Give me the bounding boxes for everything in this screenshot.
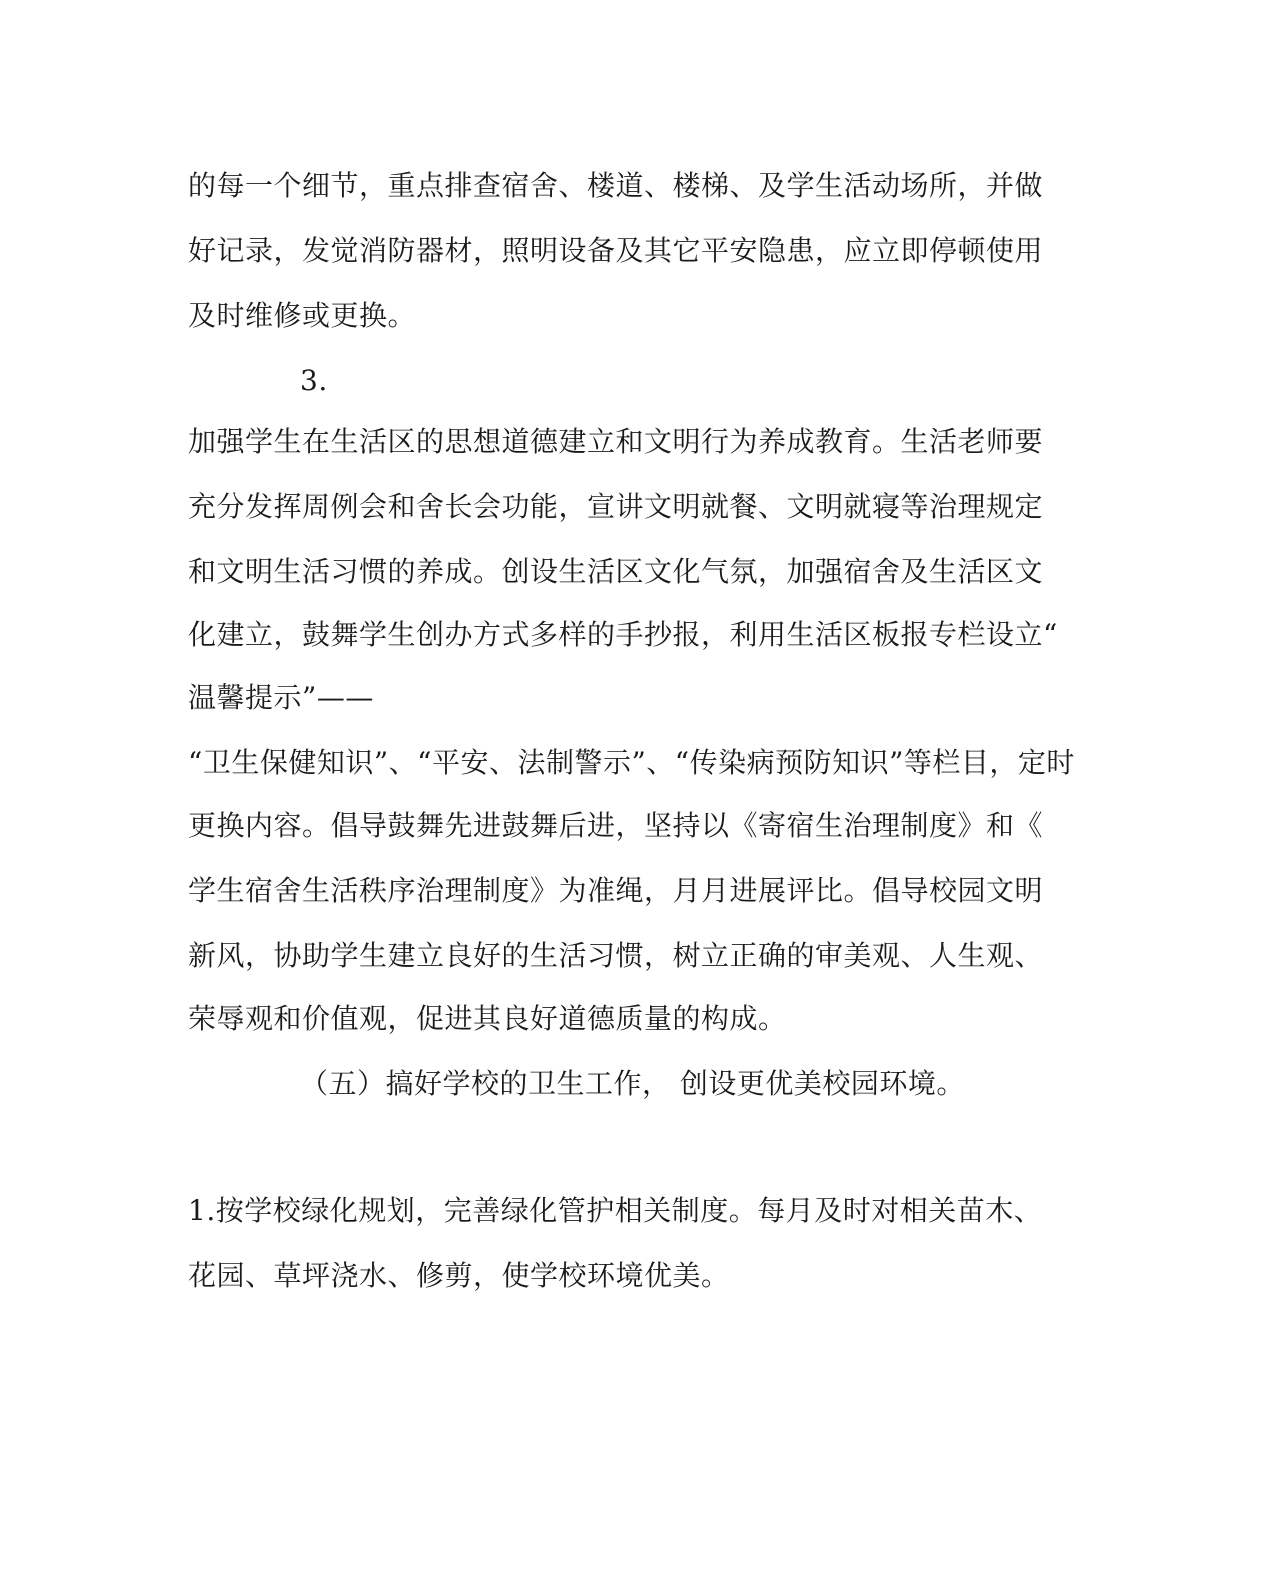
section-heading: （五）搞好学校的卫生工作， 创设更优美校园环境。	[300, 1067, 965, 1100]
paragraph-line: 好记录，发觉消防器材，照明设备及其它平安隐患，应立即停顿使用	[188, 234, 1044, 267]
paragraph-line: 和文明生活习惯的养成。创设生活区文化气氛，加强宿舍及生活区文	[188, 555, 1044, 588]
list-number: 3.	[300, 364, 328, 397]
paragraph-line: 新风，协助学生建立良好的生活习惯，树立正确的审美观、人生观、	[188, 939, 1044, 972]
paragraph-line: 的每一个细节，重点排查宿舍、楼道、楼梯、及学生活动场所，并做	[188, 169, 1044, 202]
paragraph-line: 学生宿舍生活秩序治理制度》为准绳，月月进展评比。倡导校园文明	[188, 874, 1044, 907]
paragraph-line: 加强学生在生活区的思想道德建立和文明行为养成教育。生活老师要	[188, 425, 1044, 458]
paragraph-line: “卫生保健知识”、“平安、法制警示”、“传染病预防知识”等栏目，定时	[188, 746, 1075, 779]
paragraph-line: 及时维修或更换。	[188, 299, 417, 332]
paragraph-line: 荣辱观和价值观，促进其良好道德质量的构成。	[188, 1002, 787, 1035]
paragraph-line: 更换内容。倡导鼓舞先进鼓舞后进，坚持以《寄宿生治理制度》和《	[188, 809, 1044, 842]
paragraph-line: 化建立，鼓舞学生创办方式多样的手抄报，利用生活区板报专栏设立“	[188, 618, 1058, 651]
paragraph-line: 1.按学校绿化规划，完善绿化管护相关制度。每月及时对相关苗木、	[188, 1194, 1043, 1227]
paragraph-line: 充分发挥周例会和舍长会功能，宣讲文明就餐、文明就寝等治理规定	[188, 490, 1044, 523]
paragraph-line: 温馨提示”——	[188, 681, 374, 714]
paragraph-line: 花园、草坪浇水、修剪，使学校环境优美。	[188, 1259, 730, 1292]
